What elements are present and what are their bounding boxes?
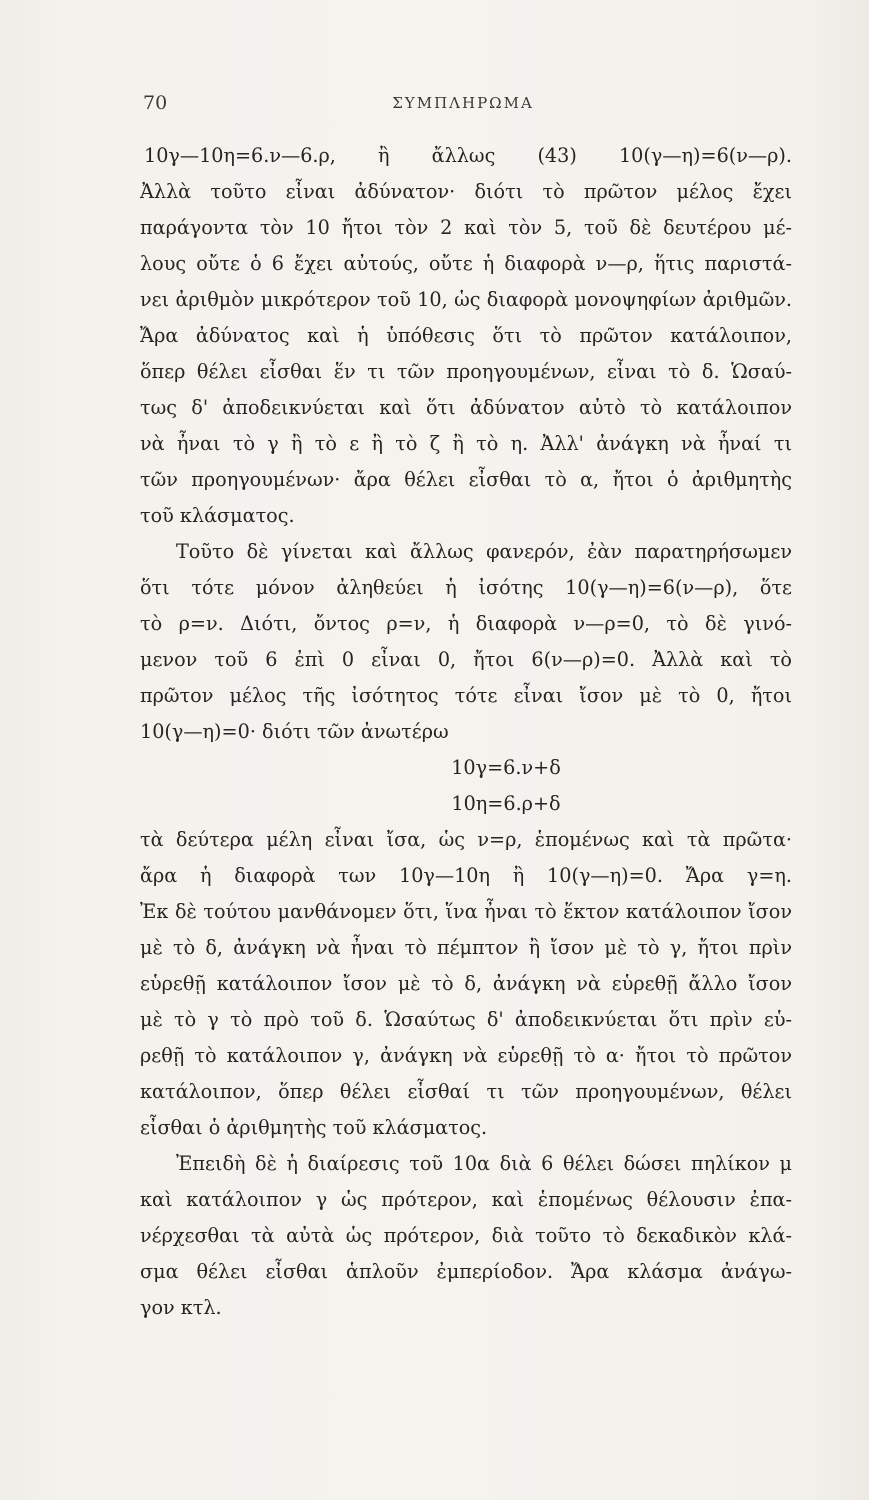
text-line: τως δ' ἀποδεικνύεται καὶ ὅτι ἀδύνατον αὐτὸ τὸ κατάλοιπον xyxy=(140,396,792,419)
text-line: νει ἀριθμὸν μικρότερον τοῦ 10, ὡς διαφορὰ μονοψηφίων ἀριθμῶν. xyxy=(140,288,792,311)
text-line: Ἄρα ἀδύνατος καὶ ἡ ὑπόθεσις ὅτι τὸ πρῶτον κατάλοιπον, xyxy=(140,324,792,347)
text-line: τὸ ρ=ν. Διότι, ὄντος ρ=ν, ἡ διαφορὰ ν—ρ=0, τὸ δὲ γινό- xyxy=(140,612,792,635)
text-line: κατάλοιπον, ὅπερ θέλει εἶσθαί τι τῶν προηγουμένων, θέλει xyxy=(140,1080,792,1103)
text-line: μενον τοῦ 6 ἐπὶ 0 εἶναι 0, ἤτοι 6(ν—ρ)=0. Ἀλλὰ καὶ τὸ xyxy=(140,648,792,671)
text-line: σμα θέλει εἶσθαι ἁπλοῦν ἐμπερίοδον. Ἄρα κλάσμα ἀνάγω- xyxy=(140,1260,792,1283)
text-line: καὶ κατάλοιπον γ ὡς πρότερον, καὶ ἑπομένως θέλουσιν ἐπα- xyxy=(140,1188,792,1211)
text-line: ρεθῇ τὸ κατάλοιπον γ, ἀνάγκη νὰ εὑρεθῇ τὸ α· ἤτοι τὸ πρῶτον xyxy=(140,1044,792,1067)
text-line: νέρχεσθαι τὰ αὐτὰ ὡς πρότερον, διὰ τοῦτο τὸ δεκαδικὸν κλά- xyxy=(140,1224,792,1247)
text-line: Ἐκ δὲ τούτου μανθάνομεν ὅτι, ἵνα ἦναι τὸ ἕκτον κατάλοιπον ἴσον xyxy=(140,900,792,923)
paragraph-start-line: Τοῦτο δὲ γίνεται καὶ ἄλλως φανερόν, ἐὰν παρατηρήσωμεν xyxy=(176,540,792,563)
text-line: λους οὔτε ὁ 6 ἔχει αὐτούς, οὔτε ἡ διαφορὰ ν—ρ, ἥτις παριστά- xyxy=(140,252,792,275)
text-line: ἄρα ἡ διαφορὰ των 10γ—10η ἢ 10(γ—η)=0. Ἄρα γ=η. xyxy=(140,864,792,887)
paragraph-start-line: Ἐπειδὴ δὲ ἡ διαίρεσις τοῦ 10α διὰ 6 θέλει δώσει πηλίκον μ xyxy=(176,1152,792,1175)
page-number: 70 xyxy=(143,92,168,114)
text-line: μὲ τὸ γ τὸ πρὸ τοῦ δ. Ὡσαύτως δ' ἀποδεικνύεται ὅτι πρὶν εὑ- xyxy=(140,1008,792,1031)
text-line: ὅτι τότε μόνον ἀληθεύει ἡ ἰσότης 10(γ—η)=6(ν—ρ), ὅτε xyxy=(140,576,792,599)
text-line: τοῦ κλάσματος. xyxy=(140,504,295,527)
text-line: παράγοντα τὸν 10 ἤτοι τὸν 2 καὶ τὸν 5, τοῦ δὲ δευτέρου μέ- xyxy=(140,216,792,239)
text-line: εὑρεθῇ κατάλοιπον ἴσον μὲ τὸ δ, ἀνάγκη νὰ εὑρεθῇ ἄλλο ἴσον xyxy=(140,972,792,995)
text-line: γον κτλ. xyxy=(140,1296,222,1319)
text-line: τῶν προηγουμένων· ἄρα θέλει εἶσθαι τὸ α, ἤτοι ὁ ἀριθμητὴς xyxy=(140,468,792,491)
text-line: τὰ δεύτερα μέλη εἶναι ἴσα, ὡς ν=ρ, ἑπομένως καὶ τὰ πρῶτα· xyxy=(140,828,792,851)
text-line: νὰ ἦναι τὸ γ ἢ τὸ ε ἢ τὸ ζ ἢ τὸ η. Ἀλλ' ἀνάγκη νὰ ἦναί τι xyxy=(140,432,792,455)
text-line: πρῶτον μέλος τῆς ἰσότητος τότε εἶναι ἴσον μὲ τὸ 0, ἤτοι xyxy=(140,684,792,707)
text-line: 10γ—10η=6.ν—6.ρ, ἢ ἄλλως (43) 10(γ—η)=6(ν—ρ). xyxy=(144,144,792,167)
running-title: ΣΥΜΠΛΗΡΩΜΑ xyxy=(392,94,534,112)
page-header xyxy=(143,92,783,120)
text-line: μὲ τὸ δ, ἀνάγκη νὰ ἦναι τὸ πέμπτον ἢ ἴσον μὲ τὸ γ, ἤτοι πρὶν xyxy=(140,936,792,959)
equation-line: 10γ=6.ν+δ xyxy=(451,756,561,779)
body-text xyxy=(140,138,792,1326)
text-line: 10(γ—η)=0· διότι τῶν ἀνωτέρω xyxy=(140,720,449,743)
text-line: εἶσθαι ὁ ἀριθμητὴς τοῦ κλάσματος. xyxy=(140,1116,488,1139)
equation-line: 10η=6.ρ+δ xyxy=(451,792,561,815)
text-line: ὅπερ θέλει εἶσθαι ἕν τι τῶν προηγουμένων, εἶναι τὸ δ. Ὡσαύ- xyxy=(140,360,792,383)
text-line: Ἀλλὰ τοῦτο εἶναι ἀδύνατον· διότι τὸ πρῶτον μέλος ἔχει xyxy=(140,180,792,203)
